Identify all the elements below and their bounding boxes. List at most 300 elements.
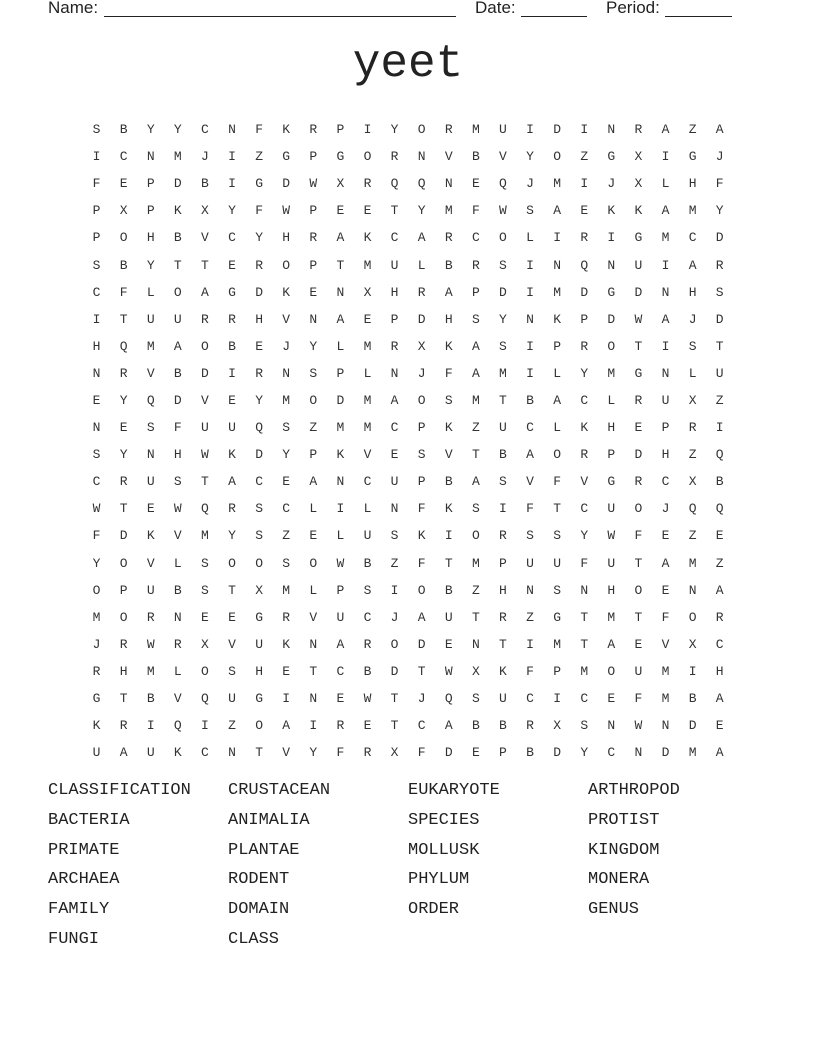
grid-letter: X bbox=[471, 663, 480, 679]
grid-letter: L bbox=[553, 420, 562, 436]
grid-letter: S bbox=[471, 501, 480, 517]
grid-letter: D bbox=[688, 718, 697, 734]
grid-letter: P bbox=[499, 555, 507, 571]
grid-letter: K bbox=[282, 284, 291, 300]
grid-letter: M bbox=[688, 555, 697, 571]
grid-letter: G bbox=[255, 176, 264, 192]
grid-letter: K bbox=[444, 501, 453, 517]
grid-letter: G bbox=[282, 149, 291, 165]
word-bank-item: SPECIES bbox=[408, 810, 480, 830]
grid-letter: P bbox=[553, 338, 562, 354]
grid-letter: O bbox=[92, 582, 101, 598]
grid-letter: K bbox=[499, 663, 507, 679]
grid-letter: O bbox=[607, 338, 616, 354]
grid-letter: M bbox=[688, 203, 697, 219]
grid-letter: S bbox=[282, 555, 291, 571]
grid-letter: M bbox=[444, 203, 453, 219]
grid-letter: I bbox=[580, 176, 589, 192]
grid-letter: R bbox=[309, 230, 318, 246]
grid-letter: E bbox=[282, 474, 291, 490]
grid-letter: R bbox=[201, 311, 209, 327]
grid-letter: Y bbox=[282, 447, 291, 463]
grid-letter: E bbox=[309, 284, 318, 300]
grid-letter: C bbox=[417, 718, 426, 734]
grid-letter: D bbox=[417, 636, 426, 652]
grid-letter: U bbox=[336, 609, 345, 625]
grid-letter: Q bbox=[715, 447, 724, 463]
grid-letter: Z bbox=[688, 447, 697, 463]
grid-letter: E bbox=[471, 745, 480, 761]
grid-letter: A bbox=[715, 691, 724, 707]
grid-letter: Q bbox=[499, 176, 507, 192]
grid-letter: F bbox=[417, 745, 426, 761]
grid-letter: E bbox=[661, 528, 670, 544]
grid-letter: N bbox=[228, 122, 236, 138]
grid-letter: K bbox=[607, 203, 616, 219]
grid-letter: R bbox=[119, 718, 128, 734]
grid-letter: T bbox=[417, 663, 426, 679]
grid-letter: A bbox=[607, 636, 616, 652]
grid-letter: O bbox=[417, 122, 426, 138]
grid-letter: F bbox=[417, 555, 426, 571]
grid-letter: I bbox=[580, 122, 589, 138]
grid-letter: R bbox=[634, 474, 643, 490]
grid-letter: U bbox=[499, 691, 507, 707]
grid-letter: X bbox=[634, 149, 643, 165]
grid-letter: V bbox=[499, 149, 507, 165]
grid-letter: M bbox=[607, 609, 616, 625]
grid-letter: C bbox=[201, 745, 209, 761]
grid-letter: R bbox=[228, 311, 236, 327]
grid-letter: A bbox=[119, 745, 128, 761]
grid-letter: O bbox=[201, 338, 209, 354]
grid-letter: Q bbox=[173, 718, 182, 734]
grid-letter: Q bbox=[688, 501, 697, 517]
grid-letter: H bbox=[444, 311, 453, 327]
grid-letter: C bbox=[255, 474, 264, 490]
grid-letter: K bbox=[92, 718, 101, 734]
grid-letter: H bbox=[715, 663, 724, 679]
grid-letter: F bbox=[526, 663, 534, 679]
grid-letter: Z bbox=[471, 582, 480, 598]
grid-letter: X bbox=[634, 176, 643, 192]
grid-letter: T bbox=[580, 636, 589, 652]
grid-letter: I bbox=[228, 149, 236, 165]
grid-letter: Y bbox=[309, 338, 318, 354]
grid-letter: U bbox=[255, 636, 264, 652]
grid-letter: L bbox=[309, 582, 318, 598]
grid-letter: F bbox=[471, 203, 480, 219]
grid-letter: C bbox=[580, 501, 589, 517]
grid-letter: T bbox=[119, 691, 128, 707]
grid-letter: U bbox=[146, 745, 155, 761]
period-label: Period: bbox=[606, 0, 660, 17]
grid-letter: D bbox=[201, 365, 209, 381]
grid-letter: D bbox=[255, 447, 264, 463]
grid-letter: C bbox=[471, 230, 480, 246]
grid-letter: D bbox=[634, 284, 643, 300]
grid-letter: P bbox=[92, 203, 101, 219]
word-bank-item: MOLLUSK bbox=[408, 840, 480, 860]
grid-letter: S bbox=[688, 338, 697, 354]
grid-letter: K bbox=[228, 447, 236, 463]
grid-letter: A bbox=[336, 230, 345, 246]
grid-letter: L bbox=[363, 365, 372, 381]
grid-letter: I bbox=[92, 149, 101, 165]
grid-letter: M bbox=[471, 122, 480, 138]
grid-letter: T bbox=[201, 257, 209, 273]
name-blank-line[interactable] bbox=[104, 16, 456, 17]
grid-letter: N bbox=[228, 745, 236, 761]
grid-letter: U bbox=[390, 474, 399, 490]
grid-letter: I bbox=[526, 257, 534, 273]
grid-letter: E bbox=[715, 718, 724, 734]
grid-letter: J bbox=[607, 176, 616, 192]
word-bank-item: GENUS bbox=[588, 900, 640, 920]
grid-letter: L bbox=[553, 365, 562, 381]
grid-letter: Q bbox=[580, 257, 589, 273]
grid-letter: B bbox=[228, 338, 236, 354]
grid-letter: I bbox=[92, 311, 101, 327]
grid-letter: W bbox=[444, 663, 453, 679]
grid-letter: T bbox=[634, 555, 643, 571]
grid-letter: W bbox=[309, 176, 318, 192]
grid-letter: Y bbox=[255, 230, 264, 246]
grid-letter: S bbox=[526, 528, 534, 544]
grid-letter: U bbox=[499, 420, 507, 436]
word-bank-item: KINGDOM bbox=[588, 840, 660, 860]
grid-letter: M bbox=[282, 392, 291, 408]
grid-letter: Y bbox=[92, 555, 101, 571]
grid-letter: M bbox=[580, 663, 589, 679]
grid-letter: C bbox=[119, 149, 128, 165]
grid-letter: C bbox=[715, 636, 724, 652]
grid-letter: N bbox=[634, 745, 643, 761]
word-bank-item: FAMILY bbox=[48, 900, 110, 920]
grid-letter: M bbox=[688, 745, 697, 761]
grid-letter: L bbox=[607, 392, 616, 408]
grid-letter: O bbox=[363, 149, 372, 165]
grid-letter: E bbox=[119, 420, 128, 436]
grid-letter: M bbox=[553, 176, 562, 192]
grid-letter: P bbox=[119, 582, 128, 598]
grid-letter: G bbox=[607, 474, 616, 490]
grid-letter: N bbox=[309, 636, 318, 652]
grid-letter: B bbox=[173, 365, 182, 381]
grid-letter: N bbox=[417, 149, 426, 165]
grid-letter: Y bbox=[715, 203, 724, 219]
grid-letter: T bbox=[499, 636, 507, 652]
grid-letter: F bbox=[417, 501, 426, 517]
grid-letter: C bbox=[580, 392, 589, 408]
grid-letter: E bbox=[390, 447, 399, 463]
period-blank-line[interactable] bbox=[665, 16, 732, 17]
grid-letter: E bbox=[715, 528, 724, 544]
grid-letter: Y bbox=[580, 745, 589, 761]
grid-letter: Y bbox=[228, 528, 236, 544]
grid-letter: D bbox=[173, 176, 182, 192]
grid-letter: R bbox=[580, 338, 589, 354]
grid-letter: U bbox=[607, 555, 616, 571]
grid-letter: O bbox=[201, 663, 209, 679]
grid-letter: I bbox=[661, 338, 670, 354]
grid-letter: J bbox=[526, 176, 534, 192]
grid-letter: K bbox=[282, 636, 291, 652]
grid-letter: A bbox=[715, 582, 724, 598]
grid-letter: A bbox=[336, 636, 345, 652]
grid-letter: Z bbox=[282, 528, 291, 544]
grid-letter: O bbox=[553, 149, 562, 165]
grid-letter: Q bbox=[201, 501, 209, 517]
grid-letter: J bbox=[661, 501, 670, 517]
grid-letter: I bbox=[526, 284, 534, 300]
grid-letter: X bbox=[255, 582, 264, 598]
grid-letter: X bbox=[201, 636, 209, 652]
grid-letter: D bbox=[336, 392, 345, 408]
word-bank-item: CLASS bbox=[228, 929, 280, 949]
grid-letter: L bbox=[173, 555, 182, 571]
grid-letter: K bbox=[444, 338, 453, 354]
grid-letter: K bbox=[417, 528, 426, 544]
grid-letter: L bbox=[173, 663, 182, 679]
grid-letter: C bbox=[688, 230, 697, 246]
grid-letter: S bbox=[715, 284, 724, 300]
grid-letter: S bbox=[526, 203, 534, 219]
grid-letter: A bbox=[173, 338, 182, 354]
grid-letter: M bbox=[146, 338, 155, 354]
grid-letter: V bbox=[228, 636, 236, 652]
grid-letter: E bbox=[92, 392, 101, 408]
grid-letter: F bbox=[444, 365, 453, 381]
grid-letter: S bbox=[309, 365, 318, 381]
grid-letter: G bbox=[634, 230, 643, 246]
grid-letter: M bbox=[607, 365, 616, 381]
grid-letter: Y bbox=[119, 392, 128, 408]
grid-letter: E bbox=[634, 636, 643, 652]
grid-letter: L bbox=[336, 338, 345, 354]
grid-letter: I bbox=[526, 122, 534, 138]
grid-letter: R bbox=[715, 257, 724, 273]
grid-letter: C bbox=[607, 745, 616, 761]
word-bank-item: MONERA bbox=[588, 870, 650, 890]
grid-letter: C bbox=[390, 230, 399, 246]
grid-letter: U bbox=[499, 122, 507, 138]
grid-letter: S bbox=[201, 582, 209, 598]
grid-letter: H bbox=[499, 582, 507, 598]
grid-letter: R bbox=[146, 609, 155, 625]
grid-letter: F bbox=[119, 284, 128, 300]
grid-letter: D bbox=[607, 311, 616, 327]
grid-letter: T bbox=[471, 609, 480, 625]
grid-letter: E bbox=[336, 203, 345, 219]
grid-letter: I bbox=[526, 338, 534, 354]
grid-letter: D bbox=[715, 311, 724, 327]
grid-letter: V bbox=[363, 447, 372, 463]
grid-letter: K bbox=[173, 745, 182, 761]
grid-letter: C bbox=[282, 501, 291, 517]
grid-letter: H bbox=[92, 338, 101, 354]
grid-letter: M bbox=[553, 284, 562, 300]
grid-letter: F bbox=[526, 501, 534, 517]
grid-letter: X bbox=[417, 338, 426, 354]
grid-letter: S bbox=[228, 663, 236, 679]
grid-letter: E bbox=[661, 582, 670, 598]
grid-letter: F bbox=[173, 420, 182, 436]
grid-letter: Q bbox=[417, 176, 426, 192]
grid-letter: F bbox=[553, 474, 562, 490]
grid-letter: J bbox=[201, 149, 209, 165]
grid-letter: M bbox=[363, 420, 372, 436]
grid-letter: T bbox=[634, 609, 643, 625]
grid-letter: N bbox=[173, 609, 182, 625]
grid-letter: R bbox=[119, 636, 128, 652]
grid-letter: K bbox=[146, 528, 155, 544]
grid-letter: R bbox=[173, 636, 182, 652]
grid-letter: U bbox=[146, 582, 155, 598]
grid-letter: B bbox=[471, 718, 480, 734]
grid-letter: A bbox=[444, 718, 453, 734]
grid-letter: Y bbox=[309, 745, 318, 761]
grid-letter: G bbox=[92, 691, 101, 707]
word-bank-item: CRUSTACEAN bbox=[228, 781, 331, 800]
date-blank-line[interactable] bbox=[521, 16, 587, 17]
grid-letter: H bbox=[390, 284, 399, 300]
grid-letter: B bbox=[526, 392, 534, 408]
grid-letter: G bbox=[228, 284, 236, 300]
grid-letter: N bbox=[661, 365, 670, 381]
grid-letter: L bbox=[363, 501, 372, 517]
grid-letter: V bbox=[282, 745, 291, 761]
grid-letter: W bbox=[336, 555, 345, 571]
grid-letter: O bbox=[255, 555, 264, 571]
grid-letter: E bbox=[363, 203, 372, 219]
grid-letter: I bbox=[715, 420, 724, 436]
grid-letter: P bbox=[146, 203, 155, 219]
grid-letter: Z bbox=[309, 420, 318, 436]
grid-letter: O bbox=[417, 392, 426, 408]
grid-letter: D bbox=[553, 745, 562, 761]
word-bank-item: DOMAIN bbox=[228, 900, 290, 920]
grid-letter: H bbox=[688, 176, 697, 192]
grid-letter: M bbox=[499, 365, 507, 381]
grid-letter: O bbox=[607, 663, 616, 679]
grid-letter: P bbox=[146, 176, 155, 192]
grid-letter: C bbox=[390, 420, 399, 436]
grid-letter: D bbox=[255, 284, 264, 300]
grid-letter: R bbox=[363, 176, 372, 192]
grid-letter: I bbox=[390, 582, 399, 598]
grid-letter: Q bbox=[444, 691, 453, 707]
word-bank-item: EUKARYOTE bbox=[408, 781, 500, 800]
grid-letter: D bbox=[444, 745, 453, 761]
grid-letter: C bbox=[526, 420, 534, 436]
grid-letter: I bbox=[526, 365, 534, 381]
grid-letter: F bbox=[336, 745, 345, 761]
grid-letter: X bbox=[363, 284, 372, 300]
grid-letter: O bbox=[228, 555, 236, 571]
grid-letter: L bbox=[336, 528, 345, 544]
grid-letter: T bbox=[553, 501, 562, 517]
grid-letter: Z bbox=[580, 149, 589, 165]
grid-letter: Z bbox=[688, 528, 697, 544]
grid-letter: Z bbox=[228, 718, 236, 734]
grid-letter: S bbox=[282, 420, 291, 436]
grid-letter: S bbox=[499, 338, 507, 354]
puzzle-title: yeet bbox=[352, 38, 464, 90]
grid-letter: B bbox=[499, 447, 507, 463]
grid-letter: E bbox=[119, 176, 128, 192]
grid-letter: X bbox=[688, 474, 697, 490]
grid-letter: U bbox=[607, 501, 616, 517]
grid-letter: U bbox=[390, 257, 399, 273]
grid-letter: S bbox=[92, 122, 101, 138]
grid-letter: N bbox=[661, 718, 670, 734]
grid-letter: S bbox=[255, 528, 264, 544]
grid-letter: V bbox=[201, 230, 209, 246]
grid-letter: K bbox=[580, 420, 589, 436]
grid-letter: A bbox=[661, 555, 670, 571]
grid-letter: T bbox=[119, 501, 128, 517]
grid-letter: M bbox=[173, 149, 182, 165]
grid-letter: C bbox=[526, 691, 534, 707]
grid-letter: C bbox=[201, 122, 209, 138]
grid-letter: T bbox=[390, 718, 399, 734]
grid-letter: T bbox=[173, 257, 182, 273]
grid-letter: D bbox=[390, 663, 399, 679]
grid-letter: W bbox=[607, 528, 616, 544]
grid-letter: G bbox=[553, 609, 562, 625]
grid-letter: M bbox=[471, 392, 480, 408]
grid-letter: U bbox=[146, 474, 155, 490]
grid-letter: W bbox=[634, 718, 643, 734]
grid-letter: U bbox=[634, 663, 643, 679]
grid-letter: A bbox=[688, 257, 697, 273]
grid-letter: N bbox=[92, 365, 101, 381]
grid-letter: Y bbox=[119, 447, 128, 463]
grid-letter: S bbox=[553, 582, 562, 598]
grid-letter: S bbox=[471, 311, 480, 327]
word-bank-item: BACTERIA bbox=[48, 810, 130, 830]
grid-letter: P bbox=[580, 311, 589, 327]
grid-letter: R bbox=[499, 609, 507, 625]
grid-letter: U bbox=[228, 691, 236, 707]
grid-letter: W bbox=[201, 447, 209, 463]
grid-letter: R bbox=[228, 501, 236, 517]
grid-letter: C bbox=[363, 474, 372, 490]
grid-letter: C bbox=[92, 284, 101, 300]
grid-letter: C bbox=[228, 230, 236, 246]
grid-letter: T bbox=[444, 555, 453, 571]
grid-letter: L bbox=[146, 284, 155, 300]
grid-letter: Z bbox=[526, 609, 534, 625]
grid-letter: Y bbox=[173, 122, 182, 138]
grid-letter: E bbox=[228, 257, 236, 273]
word-bank-item: ARCHAEA bbox=[48, 870, 120, 890]
grid-letter: R bbox=[309, 122, 318, 138]
grid-letter: K bbox=[363, 230, 372, 246]
grid-letter: O bbox=[390, 636, 399, 652]
grid-letter: D bbox=[499, 284, 507, 300]
grid-letter: T bbox=[390, 203, 399, 219]
grid-letter: A bbox=[444, 284, 453, 300]
grid-letter: I bbox=[688, 663, 697, 679]
grid-letter: K bbox=[282, 122, 291, 138]
grid-letter: D bbox=[580, 284, 589, 300]
grid-letter: R bbox=[444, 230, 453, 246]
grid-letter: K bbox=[634, 203, 643, 219]
grid-letter: S bbox=[499, 257, 507, 273]
grid-letter: S bbox=[255, 501, 264, 517]
